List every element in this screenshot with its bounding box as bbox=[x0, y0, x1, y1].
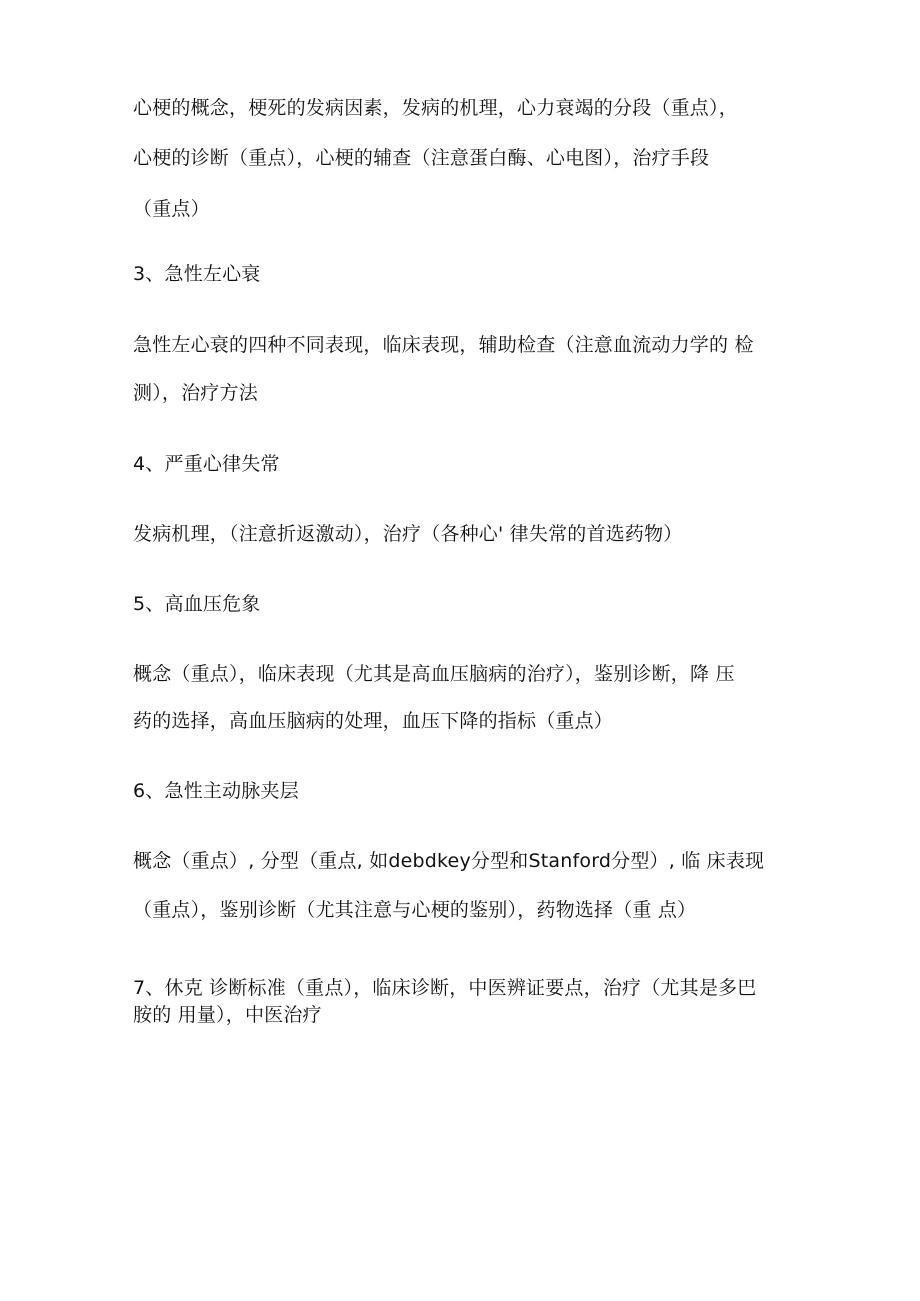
section-7-text-line-2: 胺的 用量），中医治疗 bbox=[133, 1004, 322, 1026]
section-3-heading: 3、急性左心衰 bbox=[133, 263, 261, 285]
section-6-text-line-2: （重点），鉴别诊断（尤其注意与心梗的鉴别），药物选择（重 点） bbox=[133, 899, 697, 921]
section-4-heading: 4、严重心律失常 bbox=[133, 453, 280, 475]
section-7-text-line-1: 7、休克 诊断标准（重点），临床诊断，中医辨证要点，治疗（尤其是多巴 bbox=[133, 977, 757, 999]
mi-text-line-2: 心梗的诊断（重点），心梗的辅查（注意蛋白酶、心电图），治疗手段 bbox=[133, 147, 710, 169]
section-3-text-line-1: 急性左心衰的四种不同表现，临床表现，辅助检查（注意血流动力学的 检 bbox=[133, 334, 754, 356]
section-3-text-line-2: 测），治疗方法 bbox=[133, 382, 258, 404]
section-5-text-line-2: 药的选择，高血压脑病的处理，血压下降的指标（重点） bbox=[133, 710, 614, 732]
section-6-heading: 6、急性主动脉夹层 bbox=[133, 780, 299, 802]
section-5-text-line-1: 概念（重点），临床表现（尤其是高血压脑病的治疗），鉴别诊断，降 压 bbox=[133, 663, 735, 685]
section-6-text-line-1: 概念（重点）, 分型（重点, 如debdkey分型和Stanford分型）, 临 床表现 bbox=[133, 850, 765, 872]
section-5-heading: 5、高血压危象 bbox=[133, 593, 261, 615]
mi-text-line-3: （重点） bbox=[133, 198, 210, 220]
section-4-text-line-1: 发病机理，（注意折返激动），治疗（各种心' 律失常的首选药物） bbox=[133, 523, 683, 545]
mi-text-line-1: 心梗的概念，梗死的发病因素，发病的机理，心力衰竭的分段（重点）， bbox=[133, 97, 738, 119]
